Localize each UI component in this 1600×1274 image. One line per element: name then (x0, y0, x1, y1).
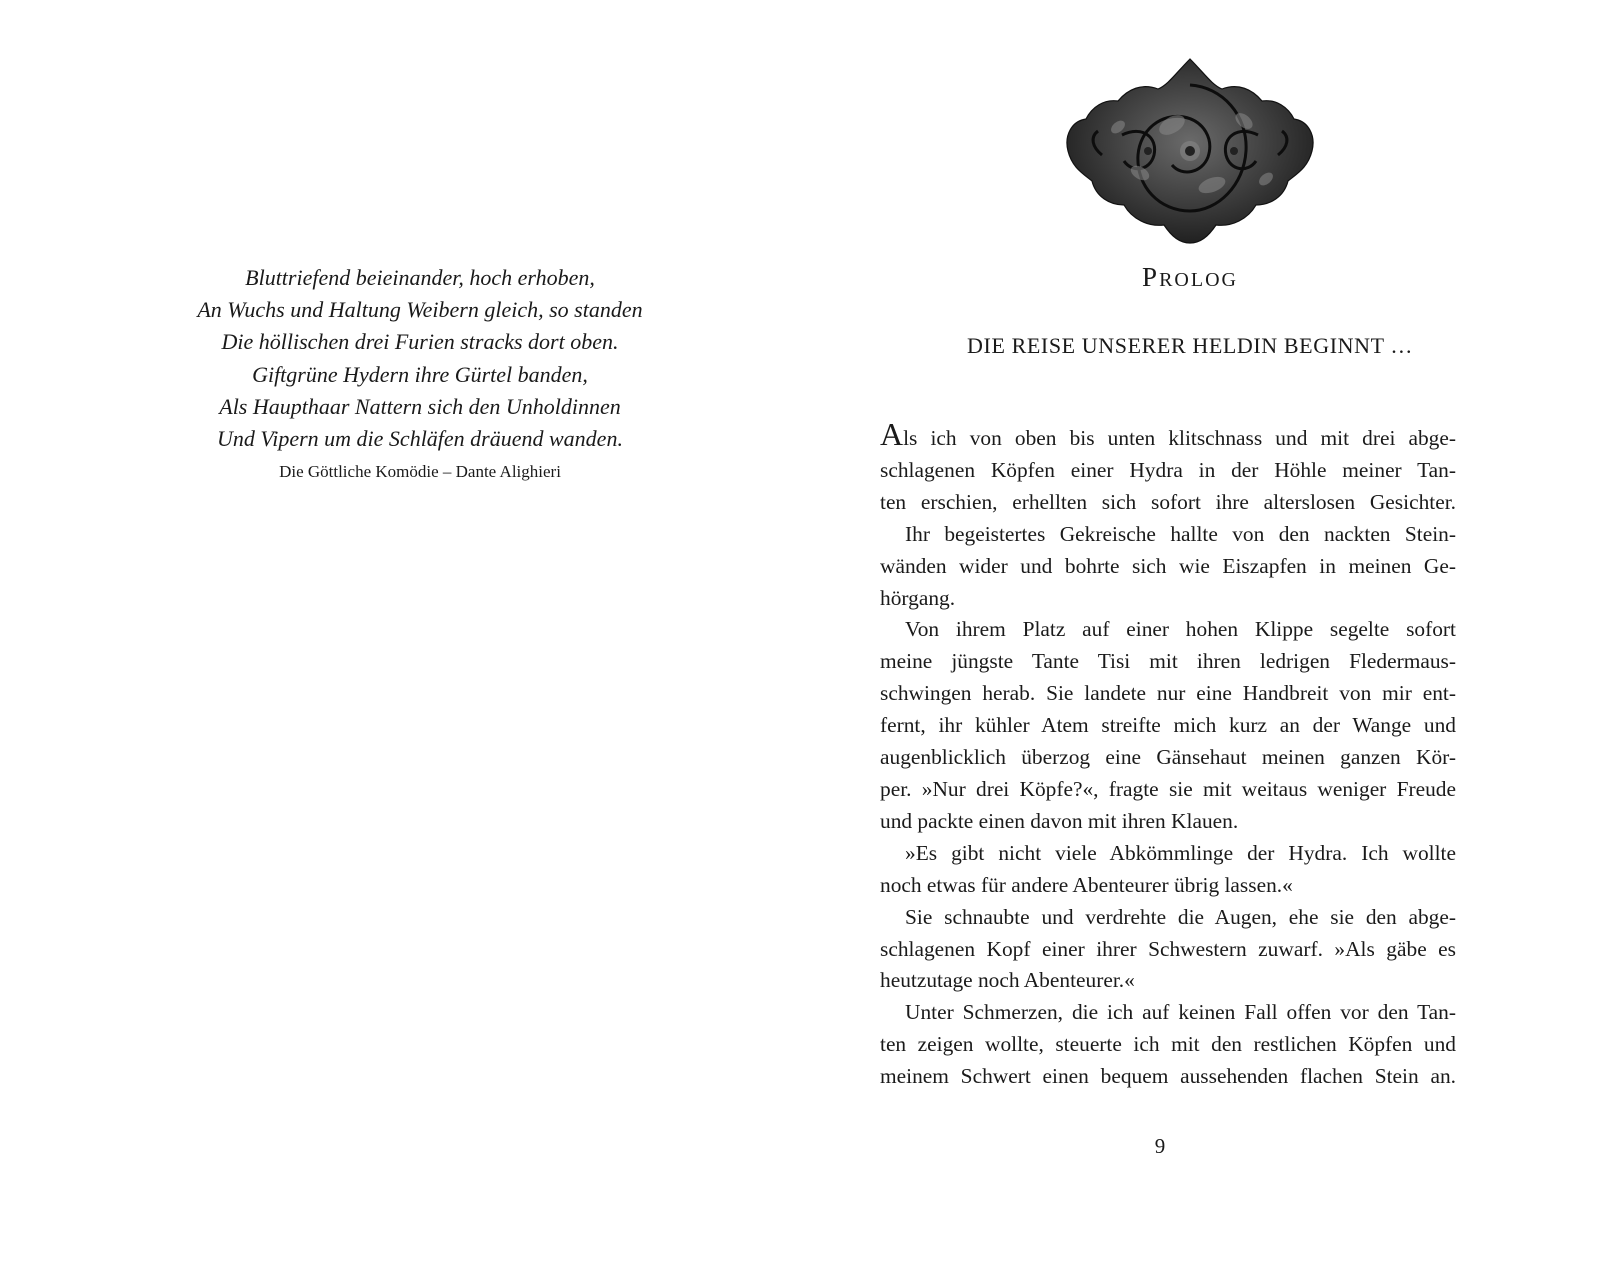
text-line: Als ich von oben bis unten klitschnass und mit drei abge- (880, 416, 1456, 452)
epigraph-line: Die höllischen drei Furien stracks dort oben. (221, 329, 619, 355)
epigraph-line: Giftgrüne Hydern ihre Gürtel banden, (252, 361, 588, 387)
epigraph-line: Als Haupthaar Nattern sich den Unholdinnen (219, 393, 621, 419)
page-number: 9 (1154, 1134, 1166, 1158)
text-line: Sie schnaubte und verdrehte die Augen, ehe sie den abge- (905, 904, 1456, 929)
text-line: »Es gibt nicht viele Abkömmlinge der Hydra. Ich wollte (905, 840, 1456, 865)
text-line: noch etwas für andere Abenteurer übrig lassen.« (880, 872, 1293, 897)
text-line: Von ihrem Platz auf einer hohen Klippe segelte sofort (905, 617, 1456, 642)
text-line: schwingen herab. Sie landete nur eine Handbreit von mir ent- (880, 681, 1456, 706)
text-line: meinem Schwert einen bequem aussehenden flachen Stein an. (880, 1064, 1456, 1089)
chapter-body (880, 418, 1456, 1093)
chapter-title: PROLOG (1142, 262, 1238, 292)
text-line: per. »Nur drei Köpfe?«, fragte sie mit weitaus weniger Freude (880, 776, 1456, 801)
text-line: Ihr begeistertes Gekreische hallte von den nackten Stein- (905, 521, 1456, 546)
text-line: heutzutage noch Abenteurer.« (880, 968, 1135, 993)
text-line: ten zeigen wollte, steuerte ich mit den restlichen Köpfen und (880, 1032, 1456, 1057)
text-line: Unter Schmerzen, die ich auf keinen Fall offen vor den Tan- (905, 1000, 1456, 1025)
baroque-acanthus-ornament-icon (1062, 55, 1318, 245)
epigraph-line: Und Vipern um die Schläfen dräuend wanden. (217, 426, 623, 452)
epigraph-line: An Wuchs und Haltung Weibern gleich, so standen (197, 297, 643, 323)
text-line: meine jüngste Tante Tisi mit ihren ledrigen Fledermaus- (880, 649, 1456, 674)
epigraph-source: Die Göttliche Komödie – Dante Alighieri (279, 462, 561, 482)
text-line: und packte einen davon mit ihren Klauen. (880, 808, 1239, 833)
text-line: hörgang. (880, 585, 956, 610)
epigraph-line: Bluttriefend beieinander, hoch erhoben, (245, 265, 595, 290)
chapter-subtitle: DIE REISE UNSERER HELDIN BEGINNT … (967, 333, 1413, 358)
text-line: augenblicklich überzog eine Gänsehaut meinen ganzen Kör- (880, 745, 1456, 770)
drop-cap: A (880, 416, 904, 452)
text-line: fernt, ihr kühler Atem streifte mich kurz an der Wange und (880, 713, 1456, 738)
epigraph (160, 262, 680, 487)
text-line: wänden wider und bohrte sich wie Eiszapfen in meinen Ge- (880, 553, 1456, 578)
text-line: schlagenen Kopf einer ihrer Schwestern zuwarf. »Als gäbe es (880, 936, 1456, 961)
text-line: schlagenen Köpfen einer Hydra in der Höhle meiner Tan- (880, 457, 1456, 482)
right-page (800, 0, 1600, 1274)
text-line: ten erschien, erhellten sich sofort ihre alterslosen Gesichter. (880, 489, 1456, 514)
